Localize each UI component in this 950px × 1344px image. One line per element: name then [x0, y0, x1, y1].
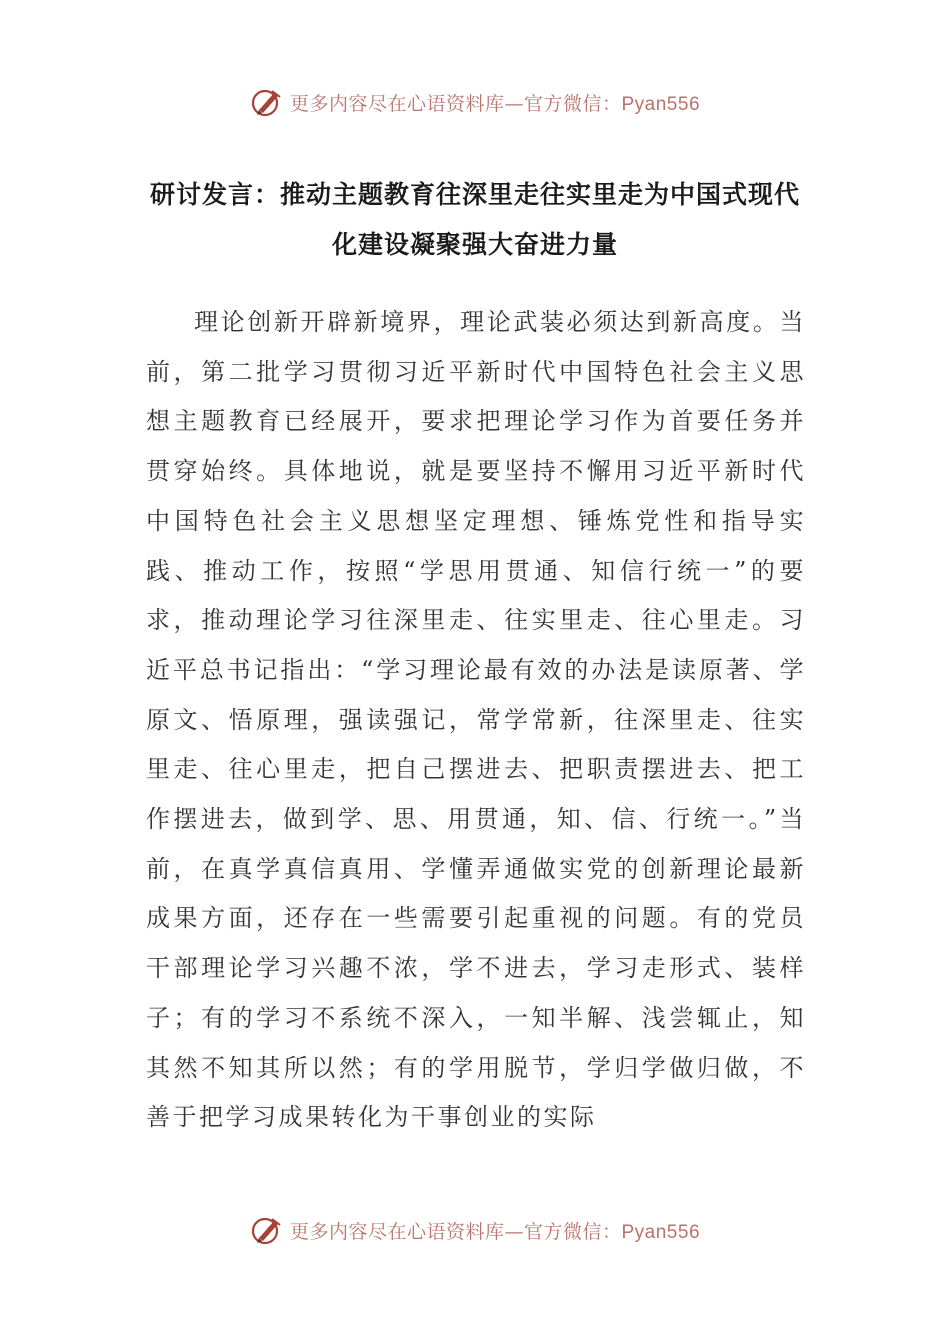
pen-logo-icon: [250, 1213, 284, 1247]
wechat-id: Pyan556: [621, 1221, 701, 1243]
watermark-text: 更多内容尽在心语资料库—官方微信：Pyan556: [289, 92, 701, 115]
pen-logo-icon: [250, 85, 284, 119]
wechat-id: Pyan556: [621, 93, 701, 115]
footer-watermark: [0, 1210, 950, 1250]
document-title: 研讨发言：推动主题教育往深里走往实里走为中国式现代化建设凝聚强大奋进力量: [149, 180, 800, 259]
watermark-text: 更多内容尽在心语资料库—官方微信：Pyan556: [289, 1220, 701, 1243]
header-watermark: [0, 82, 950, 122]
body-paragraph: 理论创新开辟新境界，理论武装必须达到新高度。当前，第二批学习贯彻习近平新时代中国特色社会主义思想主题教育已经展开，要求把理论学习作为首要任务并贯穿始终。具体地说，就是要坚持不懈用习近平新时代中国特色社会主义思想坚定理想、锤炼党性和指导实践、推动工作，按照“学思用贯通、知信行统一”的要求，推动理论学习往深里走、往实里走、往心里走。习近平总书记指出：“学习理论最有效的办法是读原著、学原文、悟原理，强读强记，常学常新，往深里走、往实里走、往心里走，把自己摆进去、把职责摆进去、把工作摆进去，做到学、思、用贯通，知、信、行统一。”当前，在真学真信真用、学懂弄通做实党的创新理论最新成果方面，还存在一些需要引起重视的问题。有的党员干部理论学习兴趣不浓，学不进去，学习走形式、装样子；有的学习不系统不深入，一知半解、浅尝辄止，知其然不知其所以然；有的学用脱节，学归学做归做，不善于把学习成果转化为干事创业的实际: [146, 308, 806, 1132]
